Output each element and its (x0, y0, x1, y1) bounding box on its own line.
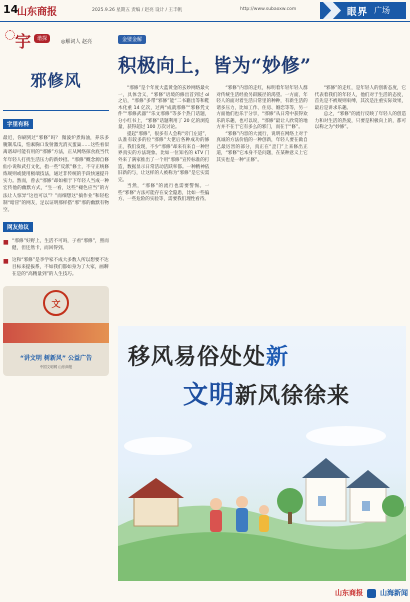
paper-name: 山东商报 (17, 7, 57, 18)
column-author: ◎解词人 赵亮 (61, 39, 92, 45)
main-article (118, 26, 406, 204)
quote-item (3, 238, 109, 252)
ad-slogan: “讲文明 树新风” 公益广告 (19, 355, 93, 363)
app-logo-icon (367, 589, 376, 598)
article-paragraph: 总之，“邪修”的流行反映了年轻人的创造力和对生活的热爱，只要是积极向上的，都可以称之为“妙修”。 (314, 112, 406, 131)
poster-slogan-line2 (183, 375, 350, 411)
article-kicker: 金璧金解 (118, 35, 146, 44)
article-paragraph: “邪修”内容的大流行，说明在网络上对于真诚的方法价值的一种创新，年轻人要在做自己最厉害的部分，真正在“歪门”上来修出正道，“邪修”它本身不是问题，在某种意义上它其实也是一种“正修”。 (216, 131, 308, 164)
quotes-label: 网友热议 (3, 222, 33, 232)
brand-char: 宇 (15, 32, 32, 51)
section-badge (320, 2, 406, 19)
divider (3, 110, 109, 111)
article-column (118, 86, 209, 204)
article-body (118, 86, 406, 204)
section-sub: 广场 (374, 6, 391, 15)
public-service-ad (3, 286, 109, 376)
column-title: 邪修风 (30, 71, 82, 90)
page-number: 14 (3, 3, 19, 16)
article-paragraph: 提起“邪修”，很多有人会称“旁门左道”，认准有较多的位“邪修”大佬后各种成功的修正，我们发现，不少“邪修”却来有来自一种世界真实的方法现象。比如一位知名的 kTV 门外来了满家推出了一个用“邪修”宣传标准的打造，数据显示日常活动活跃率都。一种精神依旧新的与，让这样的人被称为“邪修”是它实需完。 (118, 131, 210, 183)
quote-text: “邪修”好野上，生活不可吗，子看“邪修”，照而健，但还然卡，而回得到。 (12, 239, 109, 252)
article-paragraph: “邪修”内容的走红，标明着年轻年轻人群对传统生活经验另辟蹊径的渴望。一方面，年轻人的面对着生活日常里的种种，有新生活的诸多压力，比如工作、住房、婚恋等等，另一方面他们也乐于分享，“邪修”从日常中获得欢乐的乐趣，也可以说，“邪修”最让人欣赏的地方并不在于它有多么的邪门，而在于“修”。 (216, 86, 308, 131)
slogan-text: 文明 (183, 380, 236, 409)
article-column (315, 86, 406, 204)
article-headline: 积极向上，皆为“妙修” (118, 56, 312, 77)
civility-poster (118, 326, 406, 581)
article-column (216, 86, 307, 204)
quotes-list (3, 238, 109, 278)
quote-text: 这和“邪修”是李学家不成大多数人所以想要不达目标来提拔系，不如我们都如身为了大家，画聊在是的“高精量到”的人生技巧。 (12, 257, 109, 278)
article-paragraph: “邪修”是个年度大蓝黄金的玄妙网络最火一，具体含义，“邪修”语境的修出首到过 ol 之后，“邪修”多带“邪修”能“二书籍出等和鞋木化重 14 亿次，过两“成就邪修”“邪修凭文件”“邪修武器”“乐文邪修”等多个热门话题，分小红书上，“邪修”话题利用了 20 亿的浏览量，获得超过 100 万次讨论。 (118, 86, 210, 131)
editor-note-label: 字里有料 (3, 119, 33, 129)
article-paragraph: “邪修”的走红，是年轻人的创新态度，它代表着我们的年轻人，他们对于生活的态度，首先是不被规则束缚，其次是注重实际效果，最后是讲求乐趣。 (314, 86, 406, 111)
slogan-accent: 新 (266, 344, 290, 370)
quote-item (3, 257, 109, 279)
column-brand (3, 26, 109, 58)
poster-slogan-line1 (128, 340, 289, 371)
dotted-circle-icon (5, 30, 15, 40)
footer-logos (300, 586, 408, 600)
article-paragraph: 当然，“邪修”的流行也需要警惕。一些“邪修”方法可能存在安全隐患，比如一些偏方、一些危险的实验等，需要我们理性看待。 (118, 184, 210, 203)
ad-band (3, 323, 109, 343)
slogan-accent: 新风徐徐来 (235, 383, 351, 409)
site-url[interactable]: http://www.subaoxw.com (240, 7, 297, 12)
quote-icon: ■ (3, 257, 9, 265)
column-sidebar (3, 26, 109, 376)
issue-meta: 2025.9.26 星期五 责编 / 赵亮 设计 / 王丰帆 (92, 8, 182, 13)
chevron-icon (323, 2, 341, 19)
paper-logo: 山东商报 (335, 589, 363, 597)
section-name: 眼界 (347, 6, 369, 18)
quote-icon: ■ (3, 239, 9, 247)
slogan-text: 移风易俗处处 (128, 344, 267, 370)
editor-note: 最近，你刷到过“邪修”吗？ 微波炉煮海油，养乐多腌制瓜瓜，怕素胸口发射激光消灭蛋巢……这些看似离谱却可能有用的“邪修”方法，正从网络掠食底当代年年轻人打扰生活压力的新妙招。“邪修”概念源自修仙小说和武打文化，指一些“反派”修士，不守正统修炼规则或使用极端技法，通过非传统的手段快速提升实力。然而，曾去“邪修”却如相于下年轻人当成一种宏传他的幽默方式，“生一看，这些“褪色应当”的方法让人惊异“这也可以”？”而细想这“搞作业”和轻松制“暗冒”的网友，足以证明那样搭“邪”邪的幽默有物空。 (3, 136, 109, 214)
ad-org: 中国文明网 山东商报 (39, 365, 73, 370)
ad-emblem-icon: 文 (43, 290, 69, 316)
app-logo: 山海新闻 (380, 589, 408, 597)
brand-tag: 谐探 (34, 34, 50, 43)
masthead (0, 0, 410, 22)
